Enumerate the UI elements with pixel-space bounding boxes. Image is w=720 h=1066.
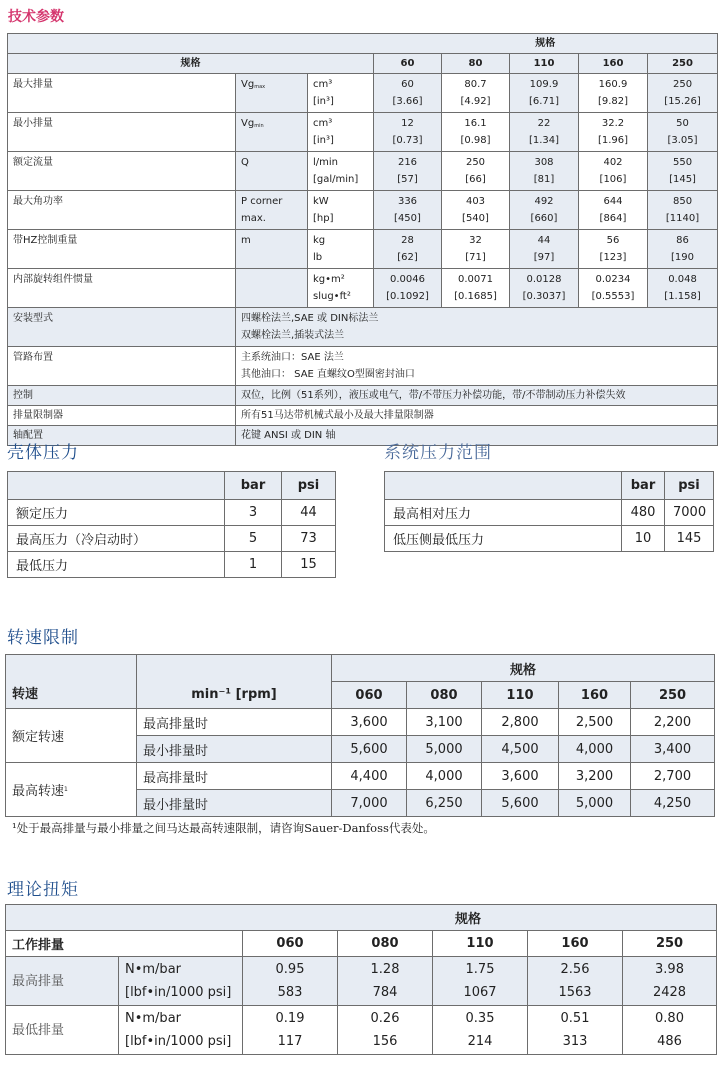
psi-value: 145 <box>665 526 714 552</box>
table-row <box>8 500 336 526</box>
param-unit: l/min [gal/min] <box>308 152 374 191</box>
param-symbol: Q <box>236 152 308 191</box>
bar-value: 1 <box>225 552 282 578</box>
rpm-value: 5,000 <box>407 736 482 763</box>
spec-text-row <box>8 426 718 446</box>
rpm-value: 3,600 <box>482 763 559 790</box>
param-unit: cm³ [in³] <box>308 74 374 113</box>
sub-label: 最高排量时 <box>137 763 332 790</box>
psi-value: 44 <box>282 500 336 526</box>
row-label: 最高压力（冷启动时） <box>8 526 225 552</box>
value-cell: 0.048 [1.158] <box>648 269 718 308</box>
spec-header-blank <box>8 34 374 54</box>
speed-group-header: 规格 <box>332 655 715 682</box>
table-row <box>385 526 714 552</box>
col-header-bar: bar <box>225 472 282 500</box>
param-symbol: $Vg_{max}$ <box>236 74 308 113</box>
rpm-value: 5,600 <box>482 790 559 817</box>
bar-value: 5 <box>225 526 282 552</box>
torque-value: 0.95 583 <box>243 957 338 1006</box>
param-text: 花键 ANSI 或 DIN 轴 <box>236 426 718 446</box>
value-cell: 0.0046 [0.1092] <box>374 269 442 308</box>
torque-table <box>5 904 717 1055</box>
rpm-value: 3,200 <box>559 763 631 790</box>
spec-row <box>8 152 718 191</box>
spec-text-row <box>8 347 718 386</box>
value-cell: 50 [3.05] <box>648 113 718 152</box>
rpm-value: 3,600 <box>332 709 407 736</box>
torque-value: 1.75 1067 <box>433 957 528 1006</box>
torque-value: 2.56 1563 <box>528 957 623 1006</box>
sub-label: 最高排量时 <box>137 709 332 736</box>
value-cell: 80.7 [4.92] <box>442 74 510 113</box>
size-col-header: 060 <box>332 682 407 709</box>
value-cell: 56 [123] <box>579 230 648 269</box>
size-col-header: 250 <box>623 931 717 957</box>
row-label: 最高相对压力 <box>385 500 622 526</box>
value-cell: 0.0128 [0.3037] <box>510 269 579 308</box>
value-cell: 403 [540] <box>442 191 510 230</box>
size-col-header: 110 <box>433 931 528 957</box>
rpm-value: 4,500 <box>482 736 559 763</box>
param-label: 内部旋转组件惯量 <box>8 269 236 308</box>
param-label: 带HZ控制重量 <box>8 230 236 269</box>
size-col-header: 110 <box>482 682 559 709</box>
value-cell: 250 [66] <box>442 152 510 191</box>
param-label: 排量限制器 <box>8 406 236 426</box>
value-cell: 109.9 [6.71] <box>510 74 579 113</box>
size-col-header: 080 <box>407 682 482 709</box>
param-symbol: m <box>236 230 308 269</box>
spec-text-row <box>8 308 718 347</box>
rpm-value: 3,100 <box>407 709 482 736</box>
param-unit: kW [hp] <box>308 191 374 230</box>
row-label: 最低排量 <box>6 1006 119 1055</box>
psi-value: 7000 <box>665 500 714 526</box>
col-header-psi: psi <box>282 472 336 500</box>
psi-value: 15 <box>282 552 336 578</box>
value-cell: 16.1 [0.98] <box>442 113 510 152</box>
spec-row <box>8 269 718 308</box>
footnote-marker: 1 <box>64 786 68 793</box>
param-label: 最小排量 <box>8 113 236 152</box>
rpm-value: 2,800 <box>482 709 559 736</box>
table-row <box>6 957 717 1006</box>
value-cell: 308 [81] <box>510 152 579 191</box>
spec-text-row <box>8 386 718 406</box>
value-cell: 216 [57] <box>374 152 442 191</box>
spec-text-row <box>8 406 718 426</box>
size-col-header: 160 <box>579 54 648 74</box>
value-cell: 60 [3.66] <box>374 74 442 113</box>
case-pressure-title: 壳体压力 <box>7 443 79 463</box>
size-col-header: 080 <box>338 931 433 957</box>
param-label: 额定流量 <box>8 152 236 191</box>
unit-label: N•m/bar [lbf•in/1000 psi] <box>119 1006 243 1055</box>
rpm-value: 3,400 <box>631 736 715 763</box>
param-label: 安装型式 <box>8 308 236 347</box>
torque-value: 1.28 784 <box>338 957 433 1006</box>
rpm-value: 5,600 <box>332 736 407 763</box>
spec-row <box>8 230 718 269</box>
speed-col-header: 转速 <box>6 655 137 709</box>
param-label: 管路布置 <box>8 347 236 386</box>
value-cell: 86 [190 <box>648 230 718 269</box>
rpm-value: 4,000 <box>407 763 482 790</box>
spec-table <box>7 33 718 446</box>
spec-row <box>8 74 718 113</box>
size-col-header: 160 <box>559 682 631 709</box>
value-cell: 336 [450] <box>374 191 442 230</box>
value-cell: 160.9 [9.82] <box>579 74 648 113</box>
header-blank <box>8 472 225 500</box>
value-cell: 0.0071 [0.1685] <box>442 269 510 308</box>
torque-group-header: 规格 <box>6 905 717 931</box>
value-cell: 22 [1.34] <box>510 113 579 152</box>
torque-value: 0.80 486 <box>623 1006 717 1055</box>
bar-value: 10 <box>622 526 665 552</box>
col-header-psi: psi <box>665 472 714 500</box>
value-cell: 402 [106] <box>579 152 648 191</box>
size-col-header: 250 <box>631 682 715 709</box>
table-row <box>8 526 336 552</box>
spec-group-header: 规格 <box>374 34 718 54</box>
value-cell: 850 [1140] <box>648 191 718 230</box>
sub-label: 最小排量时 <box>137 736 332 763</box>
unit-label: N•m/bar [lbf•in/1000 psi] <box>119 957 243 1006</box>
param-unit: kg lb <box>308 230 374 269</box>
row-label: 额定压力 <box>8 500 225 526</box>
param-label: 最大排量 <box>8 74 236 113</box>
param-label: 最大角功率 <box>8 191 236 230</box>
param-text: 双位，比例（51系列），液压或电气，带/不带压力补偿功能，带/不带制动压力补偿失效 <box>236 386 718 406</box>
value-cell: 12 [0.73] <box>374 113 442 152</box>
value-cell: 28 [62] <box>374 230 442 269</box>
torque-value: 3.98 2428 <box>623 957 717 1006</box>
rpm-value: 7,000 <box>332 790 407 817</box>
param-text: 所有51马达带机械式最小及最大排量限制器 <box>236 406 718 426</box>
value-cell: 250 [15.26] <box>648 74 718 113</box>
torque-row-header: 工作排量 <box>6 931 243 957</box>
spec-row <box>8 191 718 230</box>
bar-value: 3 <box>225 500 282 526</box>
torque-value: 0.51 313 <box>528 1006 623 1055</box>
bar-value: 480 <box>622 500 665 526</box>
rpm-value: 4,400 <box>332 763 407 790</box>
torque-value: 0.35 214 <box>433 1006 528 1055</box>
rpm-value: 4,250 <box>631 790 715 817</box>
param-unit: cm³ [in³] <box>308 113 374 152</box>
spec-row <box>8 113 718 152</box>
size-col-header: 060 <box>243 931 338 957</box>
param-symbol: $Vg_{min}$ <box>236 113 308 152</box>
page-title: 技术参数 <box>8 9 64 25</box>
value-cell: 32 [71] <box>442 230 510 269</box>
speed-limits-table <box>5 654 715 817</box>
psi-value: 73 <box>282 526 336 552</box>
table-row <box>8 552 336 578</box>
size-col-header: 110 <box>510 54 579 74</box>
rpm-value: 6,250 <box>407 790 482 817</box>
torque-title: 理论扭矩 <box>7 880 79 900</box>
rpm-value: 2,700 <box>631 763 715 790</box>
table-row <box>385 500 714 526</box>
rpm-value: 4,000 <box>559 736 631 763</box>
group-label: 最高转速$^1$ <box>6 763 137 817</box>
value-cell: 550 [145] <box>648 152 718 191</box>
col-header-bar: bar <box>622 472 665 500</box>
table-row <box>6 1006 717 1055</box>
param-symbol: P corner max. <box>236 191 308 230</box>
value-cell: 644 [864] <box>579 191 648 230</box>
param-symbol <box>236 269 308 308</box>
row-label: 低压侧最低压力 <box>385 526 622 552</box>
torque-value: 0.26 156 <box>338 1006 433 1055</box>
param-label: 轴配置 <box>8 426 236 446</box>
param-text: 四螺栓法兰,SAE 或 DIN标法兰 双螺栓法兰,插装式法兰 <box>236 308 718 347</box>
param-label: 控制 <box>8 386 236 406</box>
header-blank <box>385 472 622 500</box>
system-pressure-table <box>384 471 714 552</box>
size-col-header: 60 <box>374 54 442 74</box>
group-label: 额定转速 <box>6 709 137 763</box>
row-label: 最高排量 <box>6 957 119 1006</box>
param-text: 主系统油口：SAE 法兰 其他油口： SAE 直螺纹O型圈密封油口 <box>236 347 718 386</box>
rpm-value: 2,200 <box>631 709 715 736</box>
row-label: 最低压力 <box>8 552 225 578</box>
speed-limits-title: 转速限制 <box>7 628 79 648</box>
rpm-col-header: min⁻¹ [rpm] <box>137 655 332 709</box>
rpm-value: 2,500 <box>559 709 631 736</box>
value-cell: 492 [660] <box>510 191 579 230</box>
sub-label: 最小排量时 <box>137 790 332 817</box>
value-cell: 32.2 [1.96] <box>579 113 648 152</box>
system-pressure-title: 系统压力范围 <box>384 443 492 463</box>
param-unit: kg•m² slug•ft² <box>308 269 374 308</box>
size-col-header: 80 <box>442 54 510 74</box>
table-row <box>6 763 715 790</box>
value-cell: 44 [97] <box>510 230 579 269</box>
case-pressure-table <box>7 471 336 578</box>
speed-footnote: ¹处于最高排量与最小排量之间马达最高转速限制，请咨询Sauer-Danfoss代表处。 <box>12 821 435 835</box>
size-col-header: 160 <box>528 931 623 957</box>
spec-row-header: 规格 <box>8 54 374 74</box>
size-col-header: 250 <box>648 54 718 74</box>
table-row <box>6 709 715 736</box>
value-cell: 0.0234 [0.5553] <box>579 269 648 308</box>
rpm-value: 5,000 <box>559 790 631 817</box>
torque-value: 0.19 117 <box>243 1006 338 1055</box>
